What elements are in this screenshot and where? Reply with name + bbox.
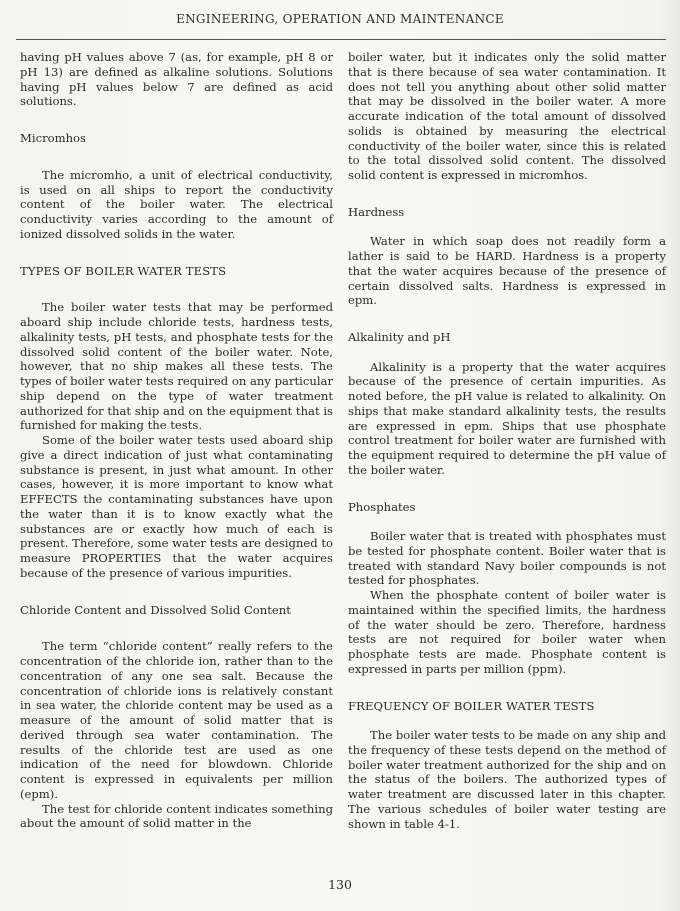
paragraph: The term “chloride content” really refers to the concentration of the chloride ion, rather than to the concentration of any one sea salt. Because the concentration of chloride ions is relatively constant in sea water, the chloride content may be used as a measure of the amount of solid matter that is derived through sea water contamination. The results of the chloride test are used as one indication of the need for blowdown. Chloride content is expressed in equivalents per million (epm). (20, 639, 333, 801)
paragraph-continued: boiler water, but it indicates only the solid matter that is there because of sea water contamination. It does not tell you anything about other solid matter that may be dissolved in the boiler water. A more accurate indication of the total amount of dissolved solids is obtained by measuring the electrical conductivity of the boiler water, since this is related to the total dissolved solid content. The dissolved solid content is expressed in micromhos. (348, 50, 666, 182)
paragraph: The boiler water tests to be made on any ship and the frequency of these tests depend on the method of boiler water treatment authorized for the ship and on the status of the boilers. The authorized types of water treatment are discussed later in this chapter. The various schedules of boiler water testing are shown in table 4-1. (348, 728, 666, 831)
paragraph: Some of the boiler water tests used aboard ship give a direct indication of just what contaminating substance is present, in just what amount. In other cases, however, it is more important to know what EFFECTS the contaminating substances have upon the water than it is to know exactly what the substances are or exactly how much of each is present. Therefore, some water tests are designed to measure PROPERTIES that the water acquires because of the presence of various impurities. (20, 433, 333, 580)
section-heading-frequency: FREQUENCY OF BOILER WATER TESTS (348, 698, 595, 713)
paragraph: The micromho, a unit of electrical conductivity, is used on all ships to report the conductivity content of the boiler water. The electrical conductivity varies according to the amount of ionized dissolved solids in the water. (20, 167, 333, 241)
left-column (20, 50, 333, 831)
running-head: ENGINEERING, OPERATION AND MAINTENANCE (176, 12, 504, 26)
section-heading-alkalinity: Alkalinity and pH (348, 330, 451, 344)
page-number: 130 (328, 877, 352, 892)
paragraph: Water in which soap does not readily form a lather is said to be HARD. Hardness is a property that the water acquires because of the presence of certain dissolved salts. Hardness is expressed in epm. (348, 234, 666, 308)
right-column (348, 50, 666, 831)
header-rule (16, 39, 666, 40)
section-heading-chloride-content: Chloride Content and Dissolved Solid Content (20, 602, 291, 617)
paragraph: When the phosphate content of boiler water is maintained within the specified limits, the hardness of the water should be zero. Therefore, hardness tests are not required for boiler water when phosphate tests are made. Phosphate content is expressed in parts per million (ppm). (348, 588, 666, 676)
paragraph: Alkalinity is a property that the water acquires because of the presence of certain impurities. As noted before, the pH value is related to alkalinity. On ships that make standard alkalinity tests, the results are expressed in epm. Ships that use phosphate control treatment for boiler water are furnished with the equipment required to determine the pH value of the boiler water. (348, 359, 666, 477)
section-heading-hardness: Hardness (348, 204, 405, 219)
section-heading-micromhos: Micromhos (20, 131, 86, 145)
paragraph: The boiler water tests that may be performed aboard ship include chloride tests, hardness tests, alkalinity tests, pH tests, and phosphate tests for the dissolved solid content of the boiler water. Note, however, that no ship makes all these tests. The types of boiler water tests required on any particular ship depend on the type of water treatment authorized for that ship and on the equipment that is furnished for making the tests. (20, 300, 333, 433)
paragraph-continued: having pH values above 7 (as, for example, pH 8 or pH 13) are defined as alkaline solutions. Solutions having pH values below 7 are defined as acid solutions. (20, 50, 333, 109)
paragraph: Boiler water that is treated with phosphates must be tested for phosphate content. Boiler water that is treated with standard Navy boiler compounds is not tested for phosphates. (348, 529, 666, 588)
section-heading-types-of-tests: TYPES OF BOILER WATER TESTS (20, 263, 227, 278)
section-heading-phosphates: Phosphates (348, 499, 416, 514)
paragraph: The test for chloride content indicates something about the amount of solid matter in the (20, 801, 333, 831)
